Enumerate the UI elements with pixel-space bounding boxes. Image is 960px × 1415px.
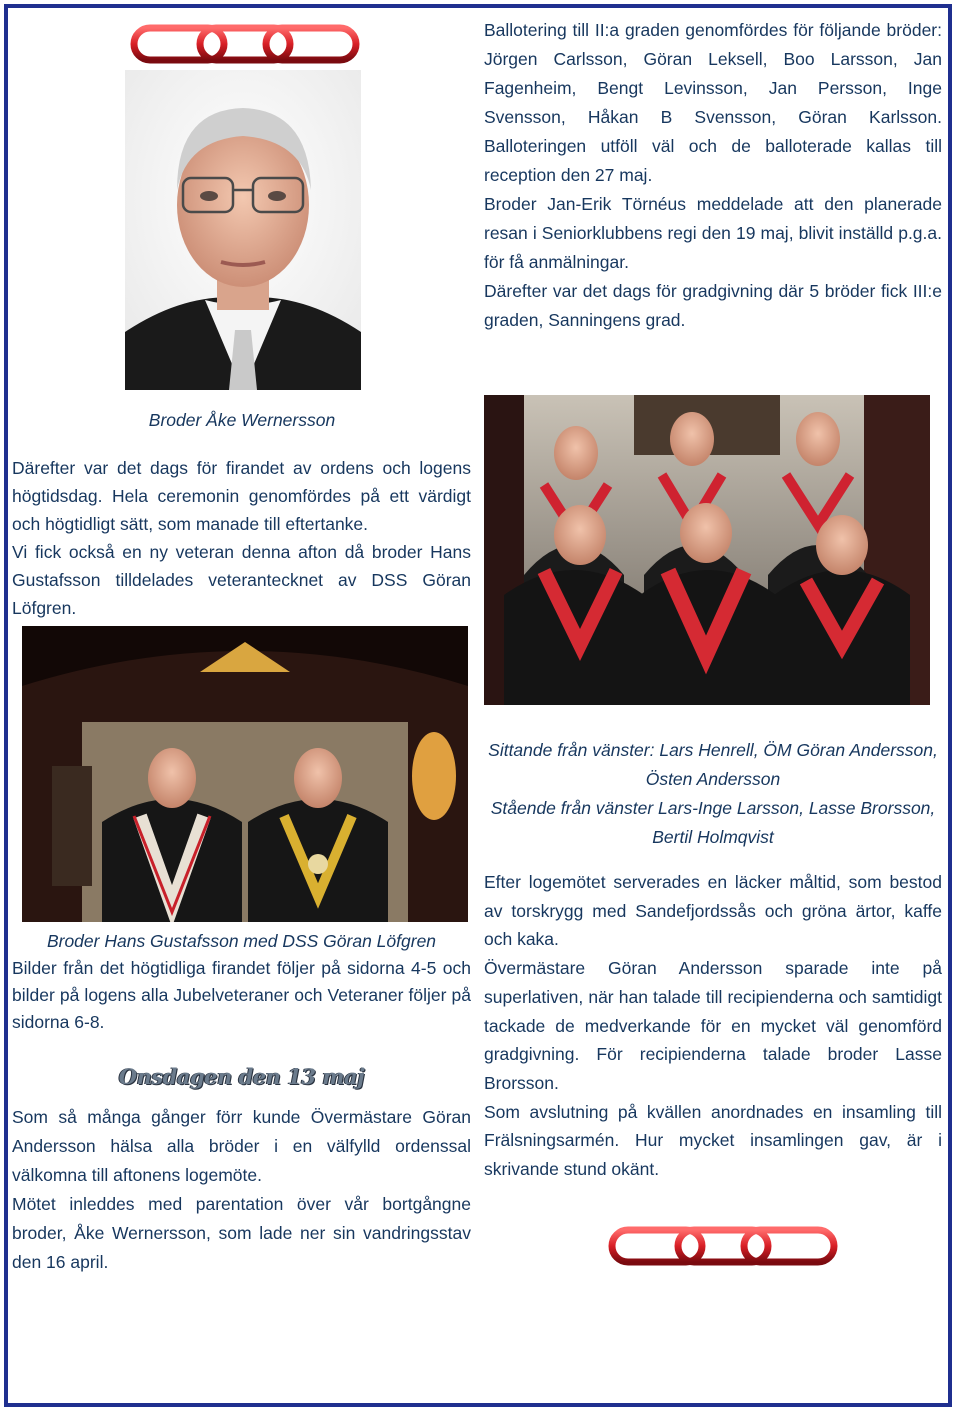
paragraph-bilder: Bilder från det högtidliga firandet följer på sidorna 4-5 och bilder på logens alla Jubelveteraner och Veteraner följer på sidorna 6-8. [12,958,471,1032]
left-bottom-text [12,1103,471,1277]
paragraph-maltid: Efter logemötet serverades en läcker måltid, som bestod av torskrygg med Sandefjordssås och gröna ärtor, kaffe och kaka. [484,872,942,950]
paragraph-veteran: Vi fick också en ny veteran denna afton då broder Hans Gustafsson tilldelades veterantecknet av DSS Göran Löfgren. [12,542,471,618]
chain-link-icon [608,1222,838,1270]
paragraph-resa: Broder Jan-Erik Törnéus meddelade att den planerade resan i Seniorklubbens regi den 19 maj, blivit inställd p.g.a. för få anmälningar. [484,194,942,272]
paragraph-halsa: Som så många gånger förr kunde Övermästare Göran Andersson hälsa alla bröder i en välfylld ordenssal välkomna till aftonens logemöte. [12,1107,471,1185]
right-bottom-text [484,868,942,1184]
portrait-caption: Broder Åke Wernersson [148,410,336,430]
portrait-photo [125,70,361,390]
top-right-text [484,16,942,335]
group-caption-seated: Sittande från vänster: Lars Henrell, ÖM Göran Andersson, Östen Andersson [488,740,938,789]
paragraph-parentation: Mötet inleddes med parentation över vår bortgångne broder, Åke Wernersson, som lade ner sin vandringsstav den 16 april. [12,1194,471,1272]
paragraph-hogtidsdag: Därefter var det dags för firandet av ordens och logens högtidsdag. Hela ceremonin genomfördes på ett värdigt och högtidligt sätt, som manade till eftertanke. [12,458,471,534]
paragraph-insamling: Som avslutning på kvällen anordnades en insamling till Frälsningsarmén. Hur mycket insamlingen gav, är i skrivande stund okänt. [484,1101,942,1180]
chain-link-icon [130,20,360,68]
left-lower-text [12,955,471,1036]
left-middle-text [12,454,471,622]
paragraph-superlativ: Övermästare Göran Andersson sparade inte på superlativen, när han talade till recipienderna och samtidigt tackade de medverkande för en mycket väl genomförd gradgivning. För recipienderna talade broder Lasse Brorsson. [484,958,942,1093]
paragraph-ballotering: Ballotering till II:a graden genomfördes för följande bröder: Jörgen Carlsson, Göran Leksell, Boo Larsson, Jan Fagenheim, Bengt Levinsson, Jan Persson, Inge Svensson, Håkan B Svensson, Göran Karlsson. Balloteringen utföll väl och de balloterade kallas till reception den 27 maj. [484,20,942,185]
group-photo-caption [484,736,942,852]
paragraph-gradgivning: Därefter var det dags för gradgivning där 5 bröder fick III:e graden, Sanningens grad. [484,281,942,330]
pair-photo [22,626,468,922]
group-photo [484,395,930,705]
pair-photo-caption: Broder Hans Gustafsson med DSS Göran Löfgren [46,931,437,951]
group-caption-standing: Stående från vänster Lars-Inge Larsson, Lasse Brorsson, Bertil Holmqvist [490,798,936,847]
section-heading: Onsdagen den 13 maj [118,1064,365,1089]
